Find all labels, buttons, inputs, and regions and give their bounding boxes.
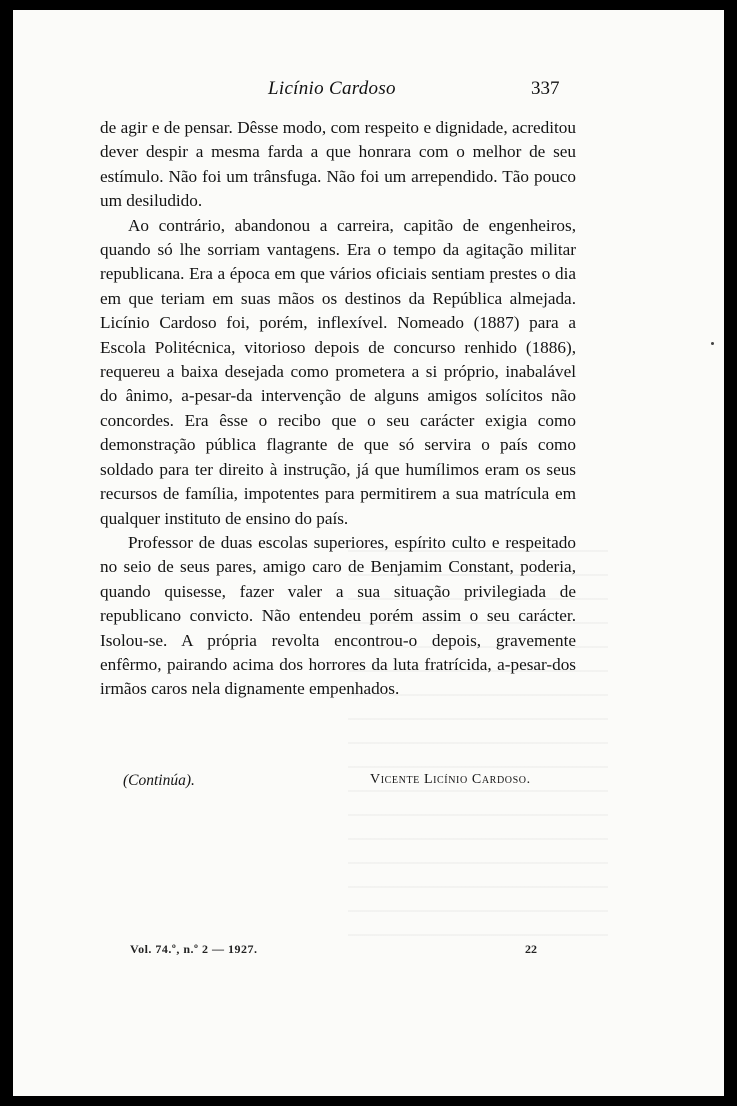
author-signature: Vicente Licínio Cardoso.	[370, 772, 531, 787]
paragraph: Ao contrário, abandonou a carreira, capitão de engenheiros, quando só lhe sorriam vantagens. Era o tempo da agitação militar republicana. Era a época em que vários oficiais sentiam prestes o dia em que teriam em suas mãos os destinos da República almejada. Licínio Cardoso foi, porém, inflexível. Nomeado (1887) para a Escola Politécnica, vitorioso depois de concurso renhido (1886), requereu a baixa desejada como prometera a si próprio, inabalável do ânimo, a-pesar-da intervenção de alguns amigos solícitos não concordes. Era êsse o recibo que o seu carácter exigia como demonstração pública flagrante de que só servira o país como soldado para ter direito à instrução, já que humílimos eram os seus recursos de família, impotentes para permitirem a sua matrícula em qualquer instituto de ensino do país.	[100, 215, 576, 528]
printer-signature-mark: 22	[525, 942, 537, 956]
document-page	[13, 10, 724, 1096]
paragraph: Professor de duas escolas superiores, espírito culto e respeitado no seio de seus pares, amigo caro de Benjamim Constant, poderia, quando quisesse, fazer valer a sua situação privilegiada de republicano convicto. Não entendeu porém assim o seu carácter. Isolou-se. A própria revolta encontrou-o depois, gravemente enfêrmo, pairando acima dos horrores da luta fratrícida, a-pesar-dos irmãos caros nela dignamente empenhados.	[100, 532, 576, 699]
page-number: 337	[531, 78, 560, 99]
page-footer	[130, 942, 550, 962]
print-speck	[711, 342, 714, 345]
paragraph: de agir e de pensar. Dêsse modo, com respeito e dignidade, acreditou dever despir a mesma farda a que honrara com o melhor de seu estímulo. Não foi um trânsfuga. Não foi um arrependido. Tão pouco um desiludido.	[100, 118, 576, 211]
running-head	[13, 78, 724, 102]
running-title: Licínio Cardoso	[268, 78, 396, 99]
volume-info: Vol. 74.º, n.º 2 — 1927.	[130, 942, 258, 956]
continua-note: (Continúa).	[123, 772, 195, 789]
article-body	[100, 116, 576, 702]
closing-line	[123, 772, 543, 796]
